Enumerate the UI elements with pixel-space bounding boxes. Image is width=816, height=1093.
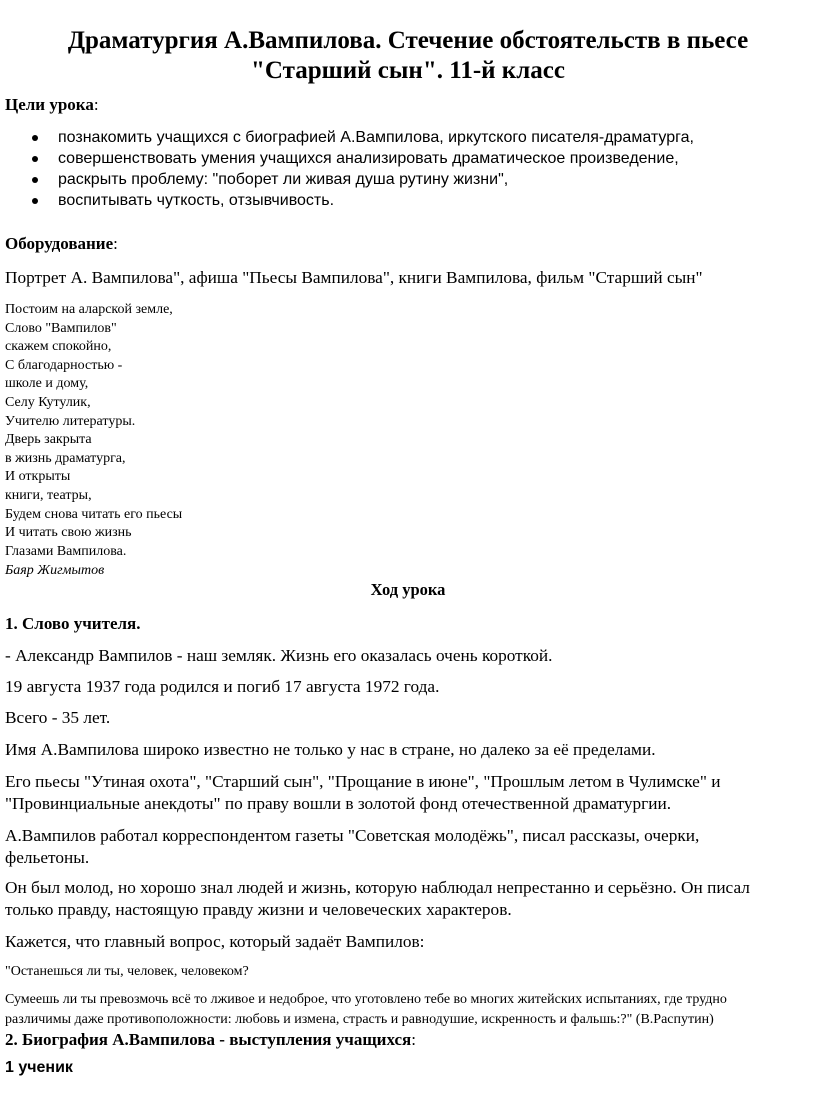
paragraph: Всего - 35 лет. [5, 708, 111, 727]
title-line-1: Драматургия А.Вампилова. Стечение обстоятельств в пьесе [67, 27, 749, 54]
poem-line: скажем спокойно, [5, 339, 112, 355]
poem-line: Постоим на аларской земле, [5, 302, 173, 317]
poem-line: С благодарностью - [5, 357, 123, 373]
equipment-colon: : [113, 234, 118, 253]
poem-line: Дверь закрыта [5, 432, 92, 448]
quote-line: Сумеешь ли ты превозмочь всё то лживое и недоброе, что уготовлено тебе во многих житейских испытаниях, где трудно [5, 992, 727, 1007]
document-title [0, 26, 816, 86]
paragraph-line: "Провинциальные анекдоты" по праву вошли в золотой фонд отечественной драматургии. [5, 794, 672, 813]
student-1-heading: 1 ученик [5, 1059, 73, 1076]
goal-item: познакомить учащихся с биографией А.Вампилова, иркутского писателя-драматурга, [28, 127, 694, 148]
paragraph [5, 771, 810, 815]
paragraph [5, 877, 810, 921]
title-line-2: "Старший сын". 11-й класс [251, 57, 565, 84]
quote-line: "Останешься ли ты, человек, человеком? [5, 964, 249, 979]
bullet-icon [32, 135, 38, 141]
section-2-heading [5, 1030, 416, 1050]
goals-label: Цели урока [5, 95, 94, 114]
poem-line: Селу Кутулик, [5, 394, 91, 410]
equipment-heading [5, 234, 118, 254]
paragraph-line: Он был молод, но хорошо знал людей и жизнь, которую наблюдал непрестанно и серьёзно. Он писал [5, 878, 750, 897]
quote-paragraph [5, 990, 810, 1030]
paragraph: Кажется, что главный вопрос, который задаёт Вампилов: [5, 932, 425, 951]
poem-author: Баяр Жигмытов [5, 563, 105, 578]
paragraph: Имя А.Вампилова широко известно не только у нас в стране, но далеко за её пределами. [5, 740, 656, 759]
section-1-heading: 1. Слово учителя. [5, 614, 141, 633]
goal-item: раскрыть проблему: "поборет ли живая душа рутину жизни", [28, 169, 694, 190]
poem-line: Учителю литературы. [5, 413, 136, 429]
bullet-icon [32, 156, 38, 162]
goal-item: совершенствовать умения учащихся анализировать драматическое произведение, [28, 148, 694, 169]
paragraph [5, 825, 810, 869]
equipment-text: Портрет А. Вампилова", афиша "Пьесы Вампилова", книги Вампилова, фильм "Старший сын" [5, 268, 703, 287]
poem-line: в жизнь драматурга, [5, 450, 126, 466]
bullet-icon [32, 177, 38, 183]
poem-line: Глазами Вампилова. [5, 543, 127, 559]
bullet-icon [32, 198, 38, 204]
goal-item: воспитывать чуткость, отзывчивость. [28, 190, 694, 211]
paragraph-line: только правду, настоящую правду жизни и человеческих характеров. [5, 900, 512, 919]
paragraph: 19 августа 1937 года родился и погиб 17 августа 1972 года. [5, 677, 440, 696]
paragraph: - Александр Вампилов - наш земляк. Жизнь его оказалась очень короткой. [5, 646, 553, 665]
lesson-heading: Ход урока [370, 580, 446, 599]
poem-line: Слово "Вампилов" [5, 320, 117, 336]
poem-line: школе и дому, [5, 376, 89, 392]
poem-line: книги, театры, [5, 487, 92, 503]
paragraph-line: Его пьесы "Утиная охота", "Старший сын", "Прощание в июне", "Прошлым летом в Чулимске" и [5, 772, 721, 791]
section-2-colon: : [411, 1030, 416, 1049]
poem-line: И читать свою жизнь [5, 525, 132, 541]
equipment-label: Оборудование [5, 234, 114, 253]
poem-line: Будем снова читать его пьесы [5, 506, 183, 522]
paragraph-line: фельетоны. [5, 848, 90, 867]
poem-line: И открыты [5, 469, 71, 485]
quote-line: различимы даже противоположности: любовь и измена, страсть и равнодушие, искренность и фальшь:?" (В.Распутин) [5, 1012, 714, 1027]
goals-colon: : [93, 95, 99, 114]
goals-heading [5, 95, 99, 115]
section-2-label: 2. Биография А.Вампилова - выступления учащихся [5, 1030, 412, 1049]
paragraph-line: А.Вампилов работал корреспондентом газеты "Советская молодёжь", писал рассказы, очерки, [5, 826, 700, 845]
poem [5, 301, 182, 561]
goals-list [28, 127, 694, 211]
